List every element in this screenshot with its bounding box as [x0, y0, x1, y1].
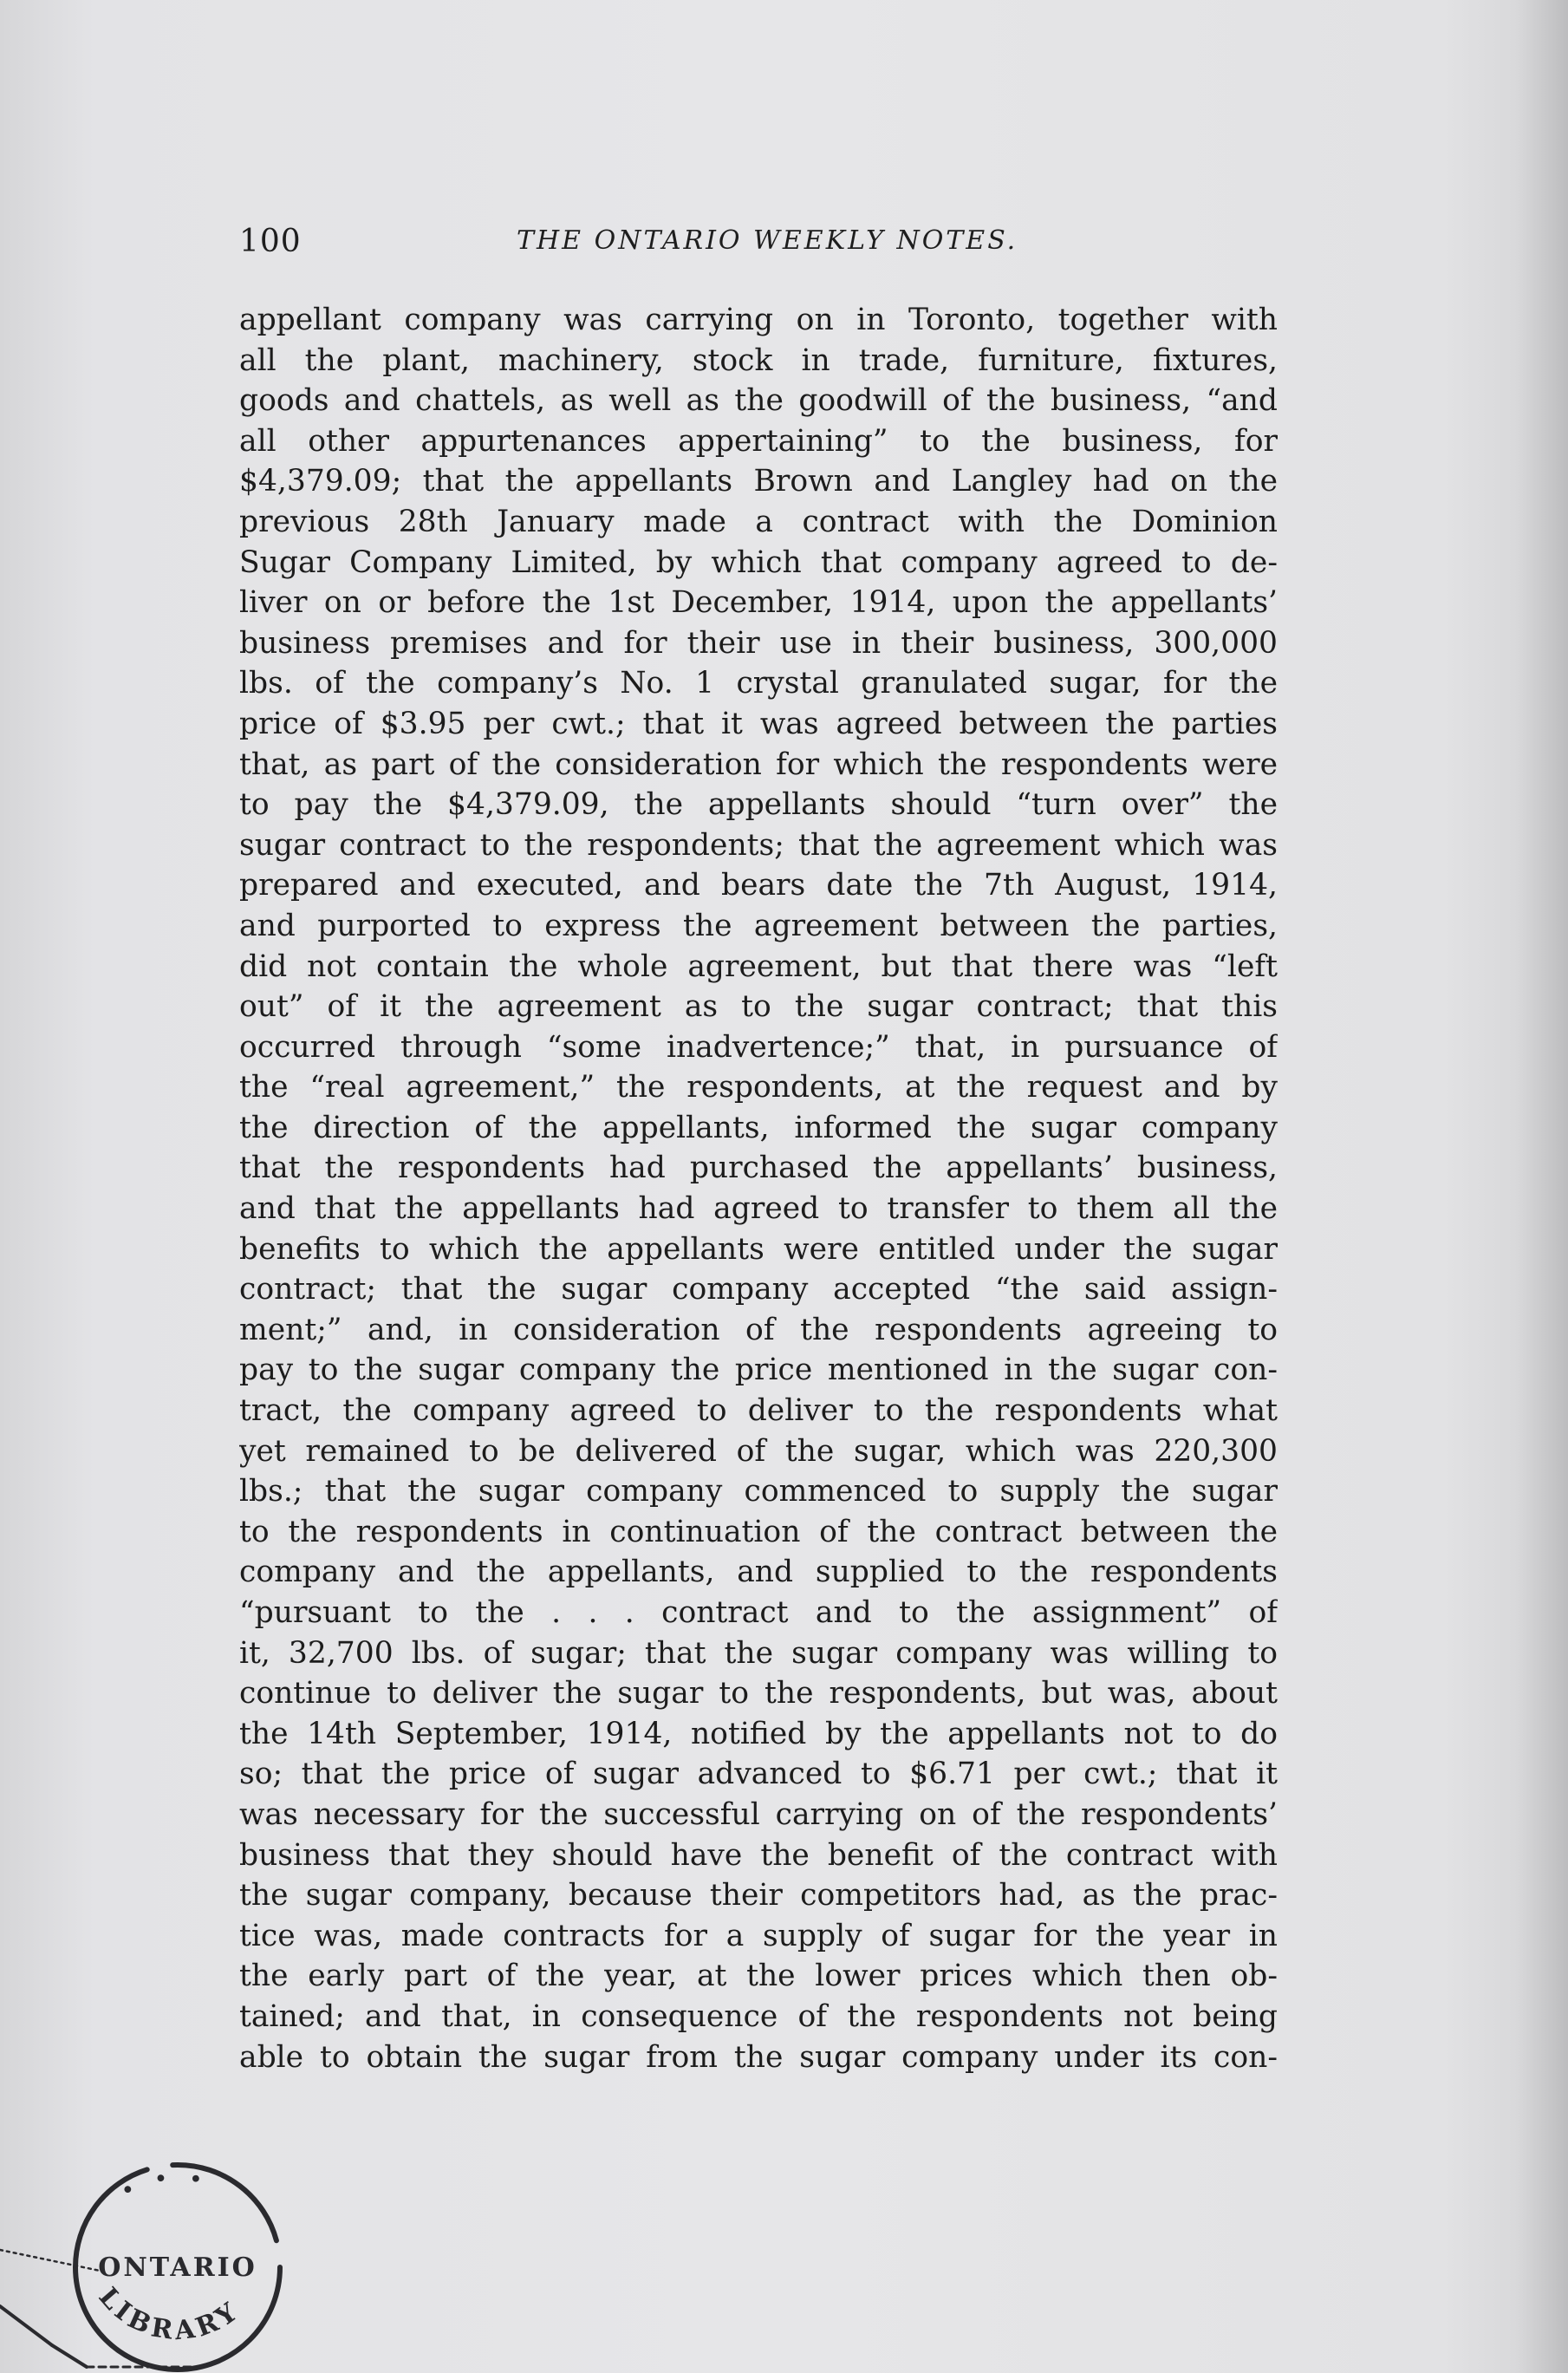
text-line: benefits to which the appellants were entitled under the sugar — [239, 1231, 1278, 1267]
text-line: out” of it the agreement as to the sugar contract; that this — [239, 989, 1278, 1025]
text-line: tract, the company agreed to deliver to the respondents what — [239, 1393, 1278, 1429]
page-number: 100 — [239, 224, 302, 259]
text-line: all other appurtenances appertaining” to the business, for — [239, 423, 1278, 459]
text-line: tice was, made contracts for a supply of sugar for the year in — [239, 1918, 1278, 1953]
text-line: Sugar Company Limited, by which that company agreed to de- — [239, 544, 1278, 580]
text-line: business that they should have the benefit of the contract with — [239, 1837, 1278, 1873]
text-line: sugar contract to the respondents; that the agreement which was — [239, 827, 1278, 863]
text-line: to pay the $4,379.09, the appellants should “turn over” the — [239, 787, 1278, 823]
text-line: ment;” and, in consideration of the respondents agreeing to — [239, 1312, 1278, 1347]
stamp-middle-text: ONTARIO — [98, 2252, 257, 2283]
text-line: all the plant, machinery, stock in trade, furniture, fixtures, — [239, 342, 1278, 378]
text-line: prepared and executed, and bears date the 7th August, 1914, — [239, 868, 1278, 903]
text-line: able to obtain the sugar from the sugar company under its con- — [239, 2039, 1278, 2075]
text-line: that the respondents had purchased the appellants’ business, — [239, 1151, 1278, 1186]
text-line: so; that the price of sugar advanced to $6.71 per cwt.; that it — [239, 1757, 1278, 1792]
text-line: appellant company was carrying on in Toronto, together with — [239, 303, 1278, 337]
text-line: $4,379.09; that the appellants Brown and Langley had on the — [239, 464, 1278, 499]
library-stamp — [0, 2046, 312, 2373]
text-line: the direction of the appellants, informed the sugar company — [239, 1110, 1278, 1145]
text-line: did not contain the whole agreement, but that there was “left — [239, 949, 1278, 984]
stamp-bottom-text: LIBRARY — [92, 2281, 247, 2347]
body-text — [239, 300, 1278, 2077]
text-line: goods and chattels, as well as the goodwill of the business, “and — [239, 383, 1278, 419]
text-line: was necessary for the successful carrying on of the respondents’ — [239, 1796, 1278, 1832]
text-line: the “real agreement,” the respondents, at the request and by — [239, 1070, 1278, 1105]
text-line: continue to deliver the sugar to the respondents, but was, about — [239, 1676, 1278, 1711]
text-line: the early part of the year, at the lower prices which then ob- — [239, 1959, 1278, 1994]
text-line: company and the appellants, and supplied to the respondents — [239, 1555, 1278, 1590]
page-header — [239, 224, 1279, 267]
text-line: lbs.; that the sugar company commenced to supply the sugar — [239, 1474, 1278, 1509]
text-line: that, as part of the consideration for which the respondents were — [239, 746, 1278, 782]
text-line: contract; that the sugar company accepted “the said assign- — [239, 1272, 1278, 1307]
text-line: and that the appellants had agreed to transfer to them all the — [239, 1191, 1278, 1227]
text-line: occurred through “some inadvertence;” that, in pursuance of — [239, 1029, 1278, 1065]
text-line: it, 32,700 lbs. of sugar; that the sugar company was willing to — [239, 1635, 1278, 1671]
text-line: price of $3.95 per cwt.; that it was agreed between the parties — [239, 706, 1278, 741]
text-line: lbs. of the company’s No. 1 crystal granulated sugar, for the — [239, 666, 1278, 701]
text-line: the 14th September, 1914, notified by the appellants not to do — [239, 1716, 1278, 1751]
text-line: business premises and for their use in their business, 300,000 — [239, 625, 1278, 661]
text-line: the sugar company, because their competitors had, as the prac- — [239, 1878, 1278, 1913]
text-line: and purported to express the agreement between the parties, — [239, 908, 1278, 943]
text-line: tained; and that, in consequence of the respondents not being — [239, 1998, 1278, 2034]
stamp-top-text: • • • — [117, 2166, 211, 2204]
text-line: “pursuant to the . . . contract and to the assignment” of — [239, 1595, 1278, 1630]
text-line: liver on or before the 1st December, 1914, upon the appellants’ — [239, 585, 1278, 621]
running-title: THE ONTARIO WEEKLY NOTES. — [517, 225, 1018, 256]
spine-shadow — [1516, 0, 1568, 2373]
text-line: to the respondents in continuation of the contract between the — [239, 1514, 1278, 1549]
text-line: pay to the sugar company the price mentioned in the sugar con- — [239, 1353, 1278, 1388]
text-line: previous 28th January made a contract with the Dominion — [239, 504, 1278, 539]
text-line: yet remained to be delivered of the sugar, which was 220,300 — [239, 1433, 1278, 1469]
